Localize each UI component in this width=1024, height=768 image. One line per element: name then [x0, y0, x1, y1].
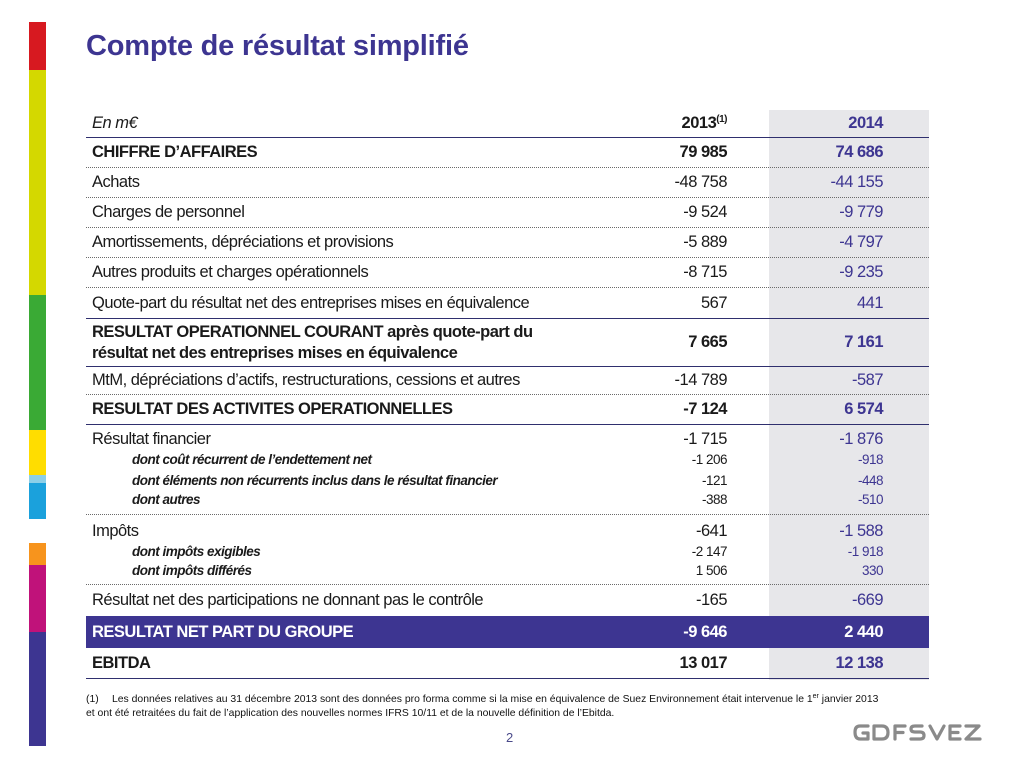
table-row	[86, 367, 929, 395]
value-2013: 1 506	[695, 563, 727, 578]
unit-label: En m€	[92, 114, 138, 132]
value-2013: -388	[701, 492, 727, 507]
row-label: MtM, dépréciations d’actifs, restructurations, cessions et autres	[92, 371, 520, 389]
value-2014: 7 161	[844, 333, 883, 351]
income-statement-table	[86, 110, 929, 679]
value-2014: -510	[857, 492, 883, 507]
net-result-row	[86, 616, 929, 648]
value-2014: -1 876	[839, 429, 883, 448]
row-label: Achats	[92, 173, 140, 191]
table-row	[86, 198, 929, 228]
table-row	[86, 585, 929, 616]
value-2013: 13 017	[679, 653, 727, 672]
table-subrow	[86, 470, 929, 491]
header-2013	[634, 114, 727, 133]
ebitda-row	[86, 648, 929, 679]
header-2013-note: (1)	[716, 114, 727, 125]
row-label-line1: RESULTAT OPERATIONNEL COURANT après quote-part du	[92, 322, 533, 341]
footnote-number: (1)	[86, 694, 99, 705]
row-label: dont impôts différés	[132, 563, 252, 578]
value-2014: -9 779	[839, 203, 883, 221]
value-2013: -9 524	[683, 203, 727, 221]
row-label: Charges de personnel	[92, 203, 245, 221]
row-label: RESULTAT NET PART DU GROUPE	[92, 622, 354, 641]
table-subrow	[86, 449, 929, 470]
color-stripe-purple	[29, 632, 46, 746]
color-stripe-blue	[29, 483, 46, 519]
table-row	[86, 258, 929, 288]
table-subrow	[86, 541, 929, 562]
table-row	[86, 228, 929, 258]
table-row	[86, 168, 929, 198]
value-2014: -9 235	[839, 263, 883, 281]
header-2014: 2014	[848, 114, 883, 132]
header-2013-year: 2013	[681, 114, 717, 132]
value-2013: 79 985	[679, 143, 727, 161]
value-2014: -918	[857, 452, 883, 467]
footnote-text-b: janvier 2013	[818, 694, 879, 705]
page-number: 2	[506, 730, 514, 745]
value-2013: -641	[695, 521, 727, 540]
color-stripe-lime	[29, 70, 46, 295]
row-label: Autres produits et charges opérationnels	[92, 263, 369, 281]
row-label: Résultat financier	[92, 429, 211, 448]
color-stripe-orange	[29, 543, 46, 565]
value-2013: 7 665	[688, 333, 727, 351]
row-label: dont éléments non récurrents inclus dans le résultat financier	[132, 473, 498, 488]
row-label: dont coût récurrent de l’endettement net	[132, 452, 372, 467]
value-2014: -1 588	[839, 521, 883, 540]
table-row	[86, 425, 929, 449]
brand-color-bar	[29, 22, 46, 746]
row-label: dont impôts exigibles	[132, 544, 261, 559]
row-label: Quote-part du résultat net des entreprises mises en équivalence	[92, 293, 530, 312]
value-2013: -48 758	[674, 173, 727, 191]
value-2013: -1 715	[683, 429, 727, 448]
row-label: CHIFFRE D’AFFAIRES	[92, 143, 258, 161]
value-2014: 74 686	[835, 143, 883, 161]
value-2013: -7 124	[683, 400, 727, 418]
value-2013: 567	[700, 293, 727, 312]
value-2014: 12 138	[835, 653, 883, 672]
value-2013: -8 715	[683, 263, 727, 281]
table-header-row	[86, 110, 929, 138]
row-label-line2: résultat net des entreprises mises en équivalence	[92, 343, 458, 362]
value-2013: -1 206	[691, 452, 727, 467]
page-title: Compte de résultat simplifié	[86, 30, 469, 62]
row-label: Impôts	[92, 521, 139, 540]
value-2014: -44 155	[830, 173, 883, 191]
value-2014: 330	[861, 563, 883, 578]
table-subrow	[86, 491, 929, 515]
value-2014: 441	[856, 293, 883, 312]
value-2014: -4 797	[839, 233, 883, 251]
value-2013: -121	[701, 473, 727, 488]
color-stripe-gap	[29, 519, 46, 543]
table-row	[86, 138, 929, 168]
value-2013: -5 889	[683, 233, 727, 251]
value-2013: -9 646	[683, 622, 727, 641]
row-label	[86, 322, 634, 364]
value-2014: -669	[851, 591, 883, 609]
color-stripe-lightblue	[29, 475, 46, 483]
footnote	[86, 690, 966, 721]
value-2013: -165	[695, 591, 727, 609]
color-stripe-green	[29, 295, 46, 430]
row-label: Amortissements, dépréciations et provisions	[92, 233, 394, 251]
table-row	[86, 395, 929, 425]
row-label: RESULTAT DES ACTIVITES OPERATIONNELLES	[92, 400, 453, 418]
row-label: dont autres	[132, 492, 201, 507]
gdf-suez-logo	[852, 718, 998, 748]
value-2014: 6 574	[844, 400, 883, 418]
value-2014: -448	[857, 473, 883, 488]
row-label: Résultat net des participations ne donnant pas le contrôle	[92, 591, 484, 609]
value-2014: -1 918	[847, 544, 883, 559]
color-stripe-yellow	[29, 430, 46, 475]
row-label: EBITDA	[92, 653, 151, 672]
table-row	[86, 288, 929, 319]
table-row	[86, 515, 929, 541]
value-2013: -14 789	[674, 371, 727, 389]
table-row	[86, 319, 929, 367]
table-subrow	[86, 562, 929, 585]
value-2014: 2 440	[844, 622, 883, 641]
value-2013: -2 147	[691, 544, 727, 559]
footnote-sup: er	[812, 693, 819, 700]
footnote-text-a: Les données relatives au 31 décembre 2013 sont des données pro forma comme si la mise en équivalence de Suez Environnement était intervenue le 1	[112, 694, 813, 705]
color-stripe-red	[29, 22, 46, 70]
value-2014: -587	[851, 371, 883, 389]
color-stripe-magenta	[29, 565, 46, 632]
footnote-line2: et ont été retraitées du fait de l’application des nouvelles normes IFRS 10/11 et de la nouvelle définition de l’Ebitda.	[86, 708, 615, 719]
